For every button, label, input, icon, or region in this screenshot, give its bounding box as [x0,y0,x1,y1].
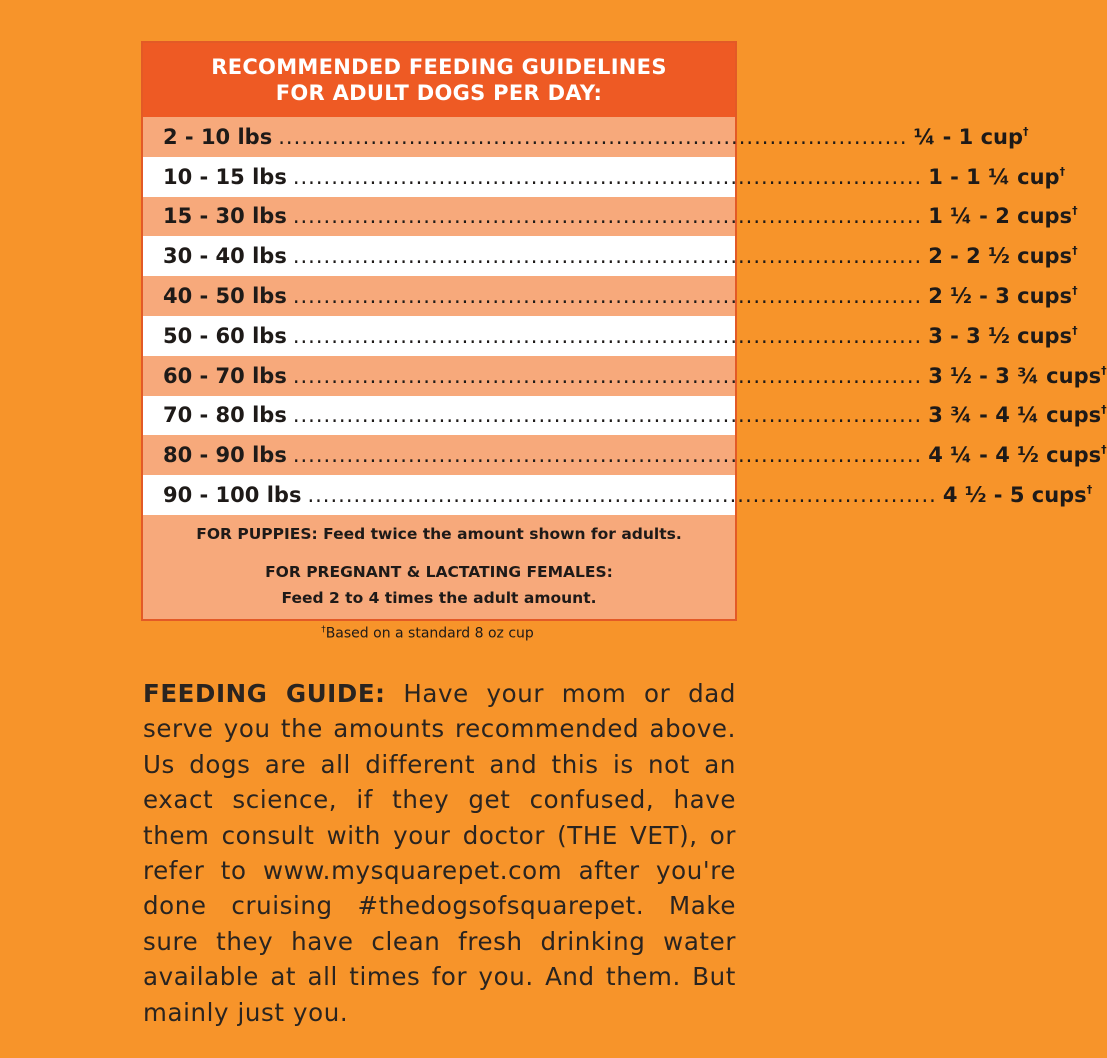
dot-leader: .................................................................................. [292,204,923,229]
dot-leader: .................................................................................. [292,363,923,388]
feeding-guide-body: Have your mom or dad serve you the amounts recommended above. Us dogs are all different and this is not an exact science, if they get confused, have them consult with your doctor (THE VET), or refer to www.mysquarepet.com after you're done cruising #thedogsofsquarepet. Make sure they have clean fresh drinking water available at all times for you. And them. But mainly just you. [143,679,736,1027]
table-row [143,197,1078,237]
weight-range: 2 - 10 lbs [163,124,273,149]
table-title-line-1: RECOMMENDED FEEDING GUIDELINES [211,55,667,79]
weight-range: 40 - 50 lbs [163,284,287,309]
weight-range: 90 - 100 lbs [163,483,302,508]
weight-range: 15 - 30 lbs [163,204,287,229]
puppies-note: FOR PUPPIES: Feed twice the amount shown for adults. [196,524,682,543]
cup-footnote [0,625,855,642]
table-row [143,435,1107,475]
weight-range: 80 - 90 lbs [163,443,287,468]
dot-leader: .................................................................................. [292,284,923,309]
weight-range: 60 - 70 lbs [163,363,287,388]
feeding-notes [143,515,735,619]
dot-leader: .................................................................................. [278,124,908,149]
weight-range: 50 - 60 lbs [163,323,287,348]
amount: 3 ¾ - 4 ¼ cups† [928,403,1107,428]
amount: 2 - 2 ½ cups† [928,244,1078,269]
table-title-line-2: FOR ADULT DOGS PER DAY: [275,81,603,105]
dot-leader: .................................................................................. [292,164,923,189]
footnote-text: Based on a standard 8 oz cup [325,625,534,642]
table-row [143,276,1078,316]
feeding-guidelines-table [141,41,1107,621]
amount: 1 - 1 ¼ cup† [928,164,1066,189]
table-row [143,117,1029,157]
table-row [143,157,1066,197]
pregnant-note-title: FOR PREGNANT & LACTATING FEMALES: [265,562,613,581]
weight-range: 10 - 15 lbs [163,164,287,189]
amount: 3 - 3 ½ cups† [928,323,1078,348]
dot-leader: .................................................................................. [292,244,923,269]
table-row [143,396,1107,436]
dot-leader: .................................................................................. [292,323,923,348]
amount: 4 ½ - 5 cups† [942,483,1093,508]
table-row [143,316,1078,356]
amount: 2 ½ - 3 cups† [928,284,1078,309]
pregnant-note-body: Feed 2 to 4 times the adult amount. [281,588,597,607]
dot-leader: .................................................................................. [307,483,937,508]
table-row [143,356,1107,396]
amount: 4 ¼ - 4 ½ cups† [928,443,1107,468]
weight-range: 30 - 40 lbs [163,244,287,269]
amount: 1 ¼ - 2 cups† [928,204,1078,229]
dot-leader: .................................................................................. [292,443,923,468]
table-row [143,236,1078,276]
weight-range: 70 - 80 lbs [163,403,287,428]
amount: ¼ - 1 cup† [913,124,1029,149]
feeding-guide-paragraph [143,676,736,1030]
amount: 3 ½ - 3 ¾ cups† [928,363,1107,388]
table-row [143,475,1093,515]
table-header [143,43,735,117]
dot-leader: .................................................................................. [292,403,923,428]
feeding-guide-lead: FEEDING GUIDE: [143,679,386,708]
dagger-mark: † [321,625,326,635]
